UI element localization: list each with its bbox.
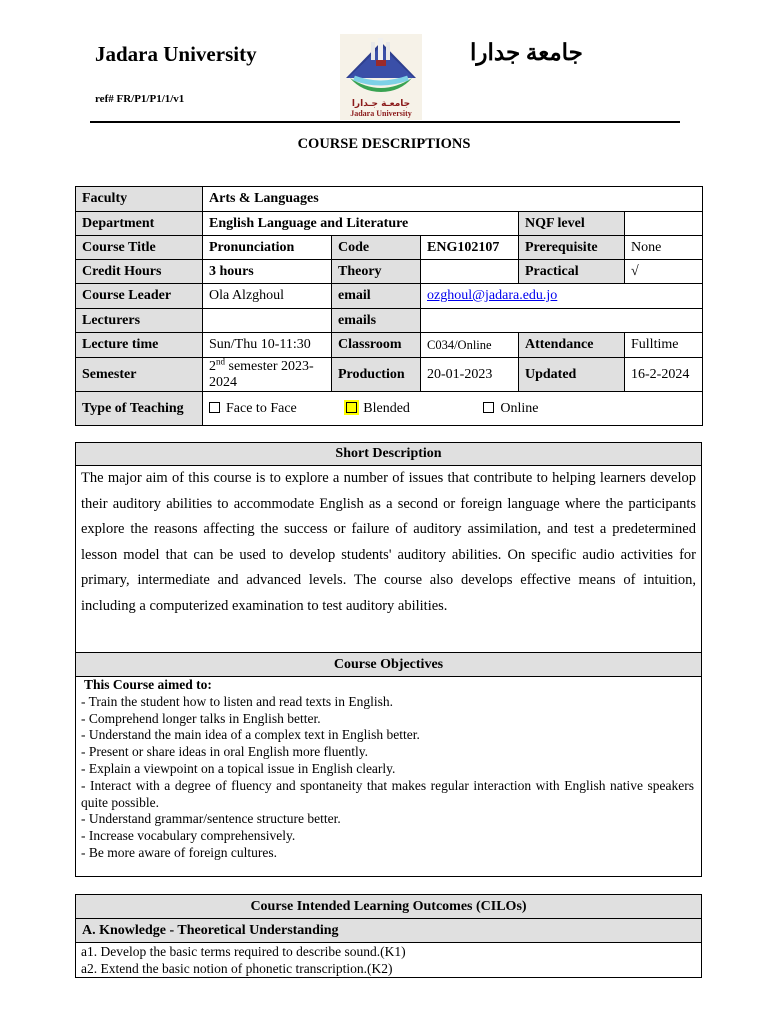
cilo-item: a1. Develop the basic terms required to describe sound.(K1)	[81, 944, 406, 959]
course-leader-value: Ola Alzghoul	[203, 284, 332, 309]
checkbox-icon	[209, 402, 220, 413]
cilos-list	[76, 943, 701, 977]
prerequisite-value: None	[625, 236, 703, 260]
university-name-en: Jadara University	[95, 42, 257, 66]
nqf-label: NQF level	[519, 212, 625, 236]
faculty-label: Faculty	[76, 187, 203, 212]
semester-value	[203, 358, 332, 392]
code-value: ENG102107	[421, 236, 519, 260]
semester-suffix: nd	[216, 357, 225, 366]
course-title-value: Pronunciation	[203, 236, 332, 260]
attendance-value: Fulltime	[625, 333, 703, 358]
attendance-label: Attendance	[519, 333, 625, 358]
description-objectives-section	[75, 442, 702, 877]
checkbox-highlighted-icon	[346, 402, 357, 413]
objective-item: - Explain a viewpoint on a topical issue in English clearly.	[81, 760, 396, 776]
credit-hours-label: Credit Hours	[76, 260, 203, 284]
production-label: Production	[332, 358, 421, 392]
objective-item: - Understand the main idea of a complex text in English better.	[81, 727, 420, 743]
credit-hours-value: 3 hours	[203, 260, 332, 284]
document-ref: ref# FR/P1/P1/1/v1	[95, 93, 185, 105]
cilos-knowledge-heading: A. Knowledge - Theoretical Understanding	[76, 919, 701, 943]
lecture-time-value: Sun/Thu 10-11:30	[203, 333, 332, 358]
objective-item: - Understand grammar/sentence structure better.	[81, 811, 341, 827]
course-leader-label: Course Leader	[76, 284, 203, 309]
emails-label: emails	[332, 309, 421, 333]
checkbox-icon	[483, 402, 494, 413]
objective-item: - Comprehend longer talks in English better.	[81, 710, 321, 726]
cilos-section	[75, 894, 702, 978]
production-value: 20-01-2023	[421, 358, 519, 392]
code-label: Code	[332, 236, 421, 260]
course-title-label: Course Title	[76, 236, 203, 260]
short-description-heading: Short Description	[76, 443, 701, 466]
cilos-heading: Course Intended Learning Outcomes (CILOs)	[76, 895, 701, 919]
lecturers-label: Lecturers	[76, 309, 203, 333]
nqf-value	[625, 212, 703, 236]
classroom-value: C034/Online	[421, 333, 519, 358]
semester-number: 2	[209, 358, 216, 374]
emails-value	[421, 309, 703, 333]
objective-item: - Be more aware of foreign cultures.	[81, 844, 278, 860]
teaching-option-blended[interactable]	[346, 401, 410, 417]
objective-item: - Present or share ideas in oral English more fluently.	[81, 744, 369, 760]
type-of-teaching-label: Type of Teaching	[76, 392, 203, 426]
theory-value	[421, 260, 519, 284]
logo-text-ar: جامعـة جـدارا	[351, 99, 411, 109]
header-divider	[90, 121, 680, 123]
teaching-option-label: Blended	[363, 400, 410, 416]
email-link[interactable]: ozghoul@jadara.edu.jo	[427, 288, 558, 303]
cilo-item: a2. Extend the basic notion of phonetic transcription.(K2)	[81, 961, 393, 976]
practical-value: √	[625, 260, 703, 284]
updated-value: 16-2-2024	[625, 358, 703, 392]
department-value: English Language and Literature	[203, 212, 519, 236]
lecturers-value	[203, 309, 332, 333]
email-label: email	[332, 284, 421, 309]
university-name-ar: جامعة جدارا	[470, 40, 583, 65]
objectives-intro: This Course aimed to:	[84, 677, 212, 692]
faculty-value: Arts & Languages	[203, 187, 703, 212]
updated-label: Updated	[519, 358, 625, 392]
teaching-options	[203, 392, 703, 426]
semester-label: Semester	[76, 358, 203, 392]
teaching-option-label: Face to Face	[226, 400, 297, 416]
course-objectives-heading: Course Objectives	[76, 652, 701, 677]
prerequisite-label: Prerequisite	[519, 236, 625, 260]
document-title: COURSE DESCRIPTIONS	[297, 136, 471, 152]
theory-label: Theory	[332, 260, 421, 284]
practical-label: Practical	[519, 260, 625, 284]
semester-text: semester 2023-2024	[209, 358, 314, 390]
classroom-label: Classroom	[332, 333, 421, 358]
lecture-time-label: Lecture time	[76, 333, 203, 358]
objective-item: - Train the student how to listen and read texts in English.	[81, 693, 393, 709]
department-label: Department	[76, 212, 203, 236]
teaching-option-face-to-face[interactable]	[209, 401, 297, 417]
logo-text-en: Jadara University	[350, 109, 412, 118]
university-logo	[340, 34, 422, 120]
objective-item: - Interact with a degree of fluency and spontaneity that makes regular interaction with English native speakers quite possible.	[81, 777, 694, 810]
short-description-text: The major aim of this course is to explore a number of issues that contribute to helping learners develop their auditory abilities to accommodate English as a second or foreign language where the participants explore the reasons affecting the success or failure of auditory assimilation, and test a predetermined lesson model that can be used to develop students' auditory abilities. On specific audio activities for primary, intermediate and advanced levels. The course also develops effective means of intuition, including a computerized examination to test auditory abilities.	[81, 470, 696, 614]
course-info-table	[75, 186, 703, 426]
teaching-option-online[interactable]	[483, 401, 538, 417]
objective-item: - Increase vocabulary comprehensively.	[81, 828, 296, 844]
course-objectives-list	[76, 677, 701, 862]
teaching-option-label: Online	[500, 400, 539, 416]
